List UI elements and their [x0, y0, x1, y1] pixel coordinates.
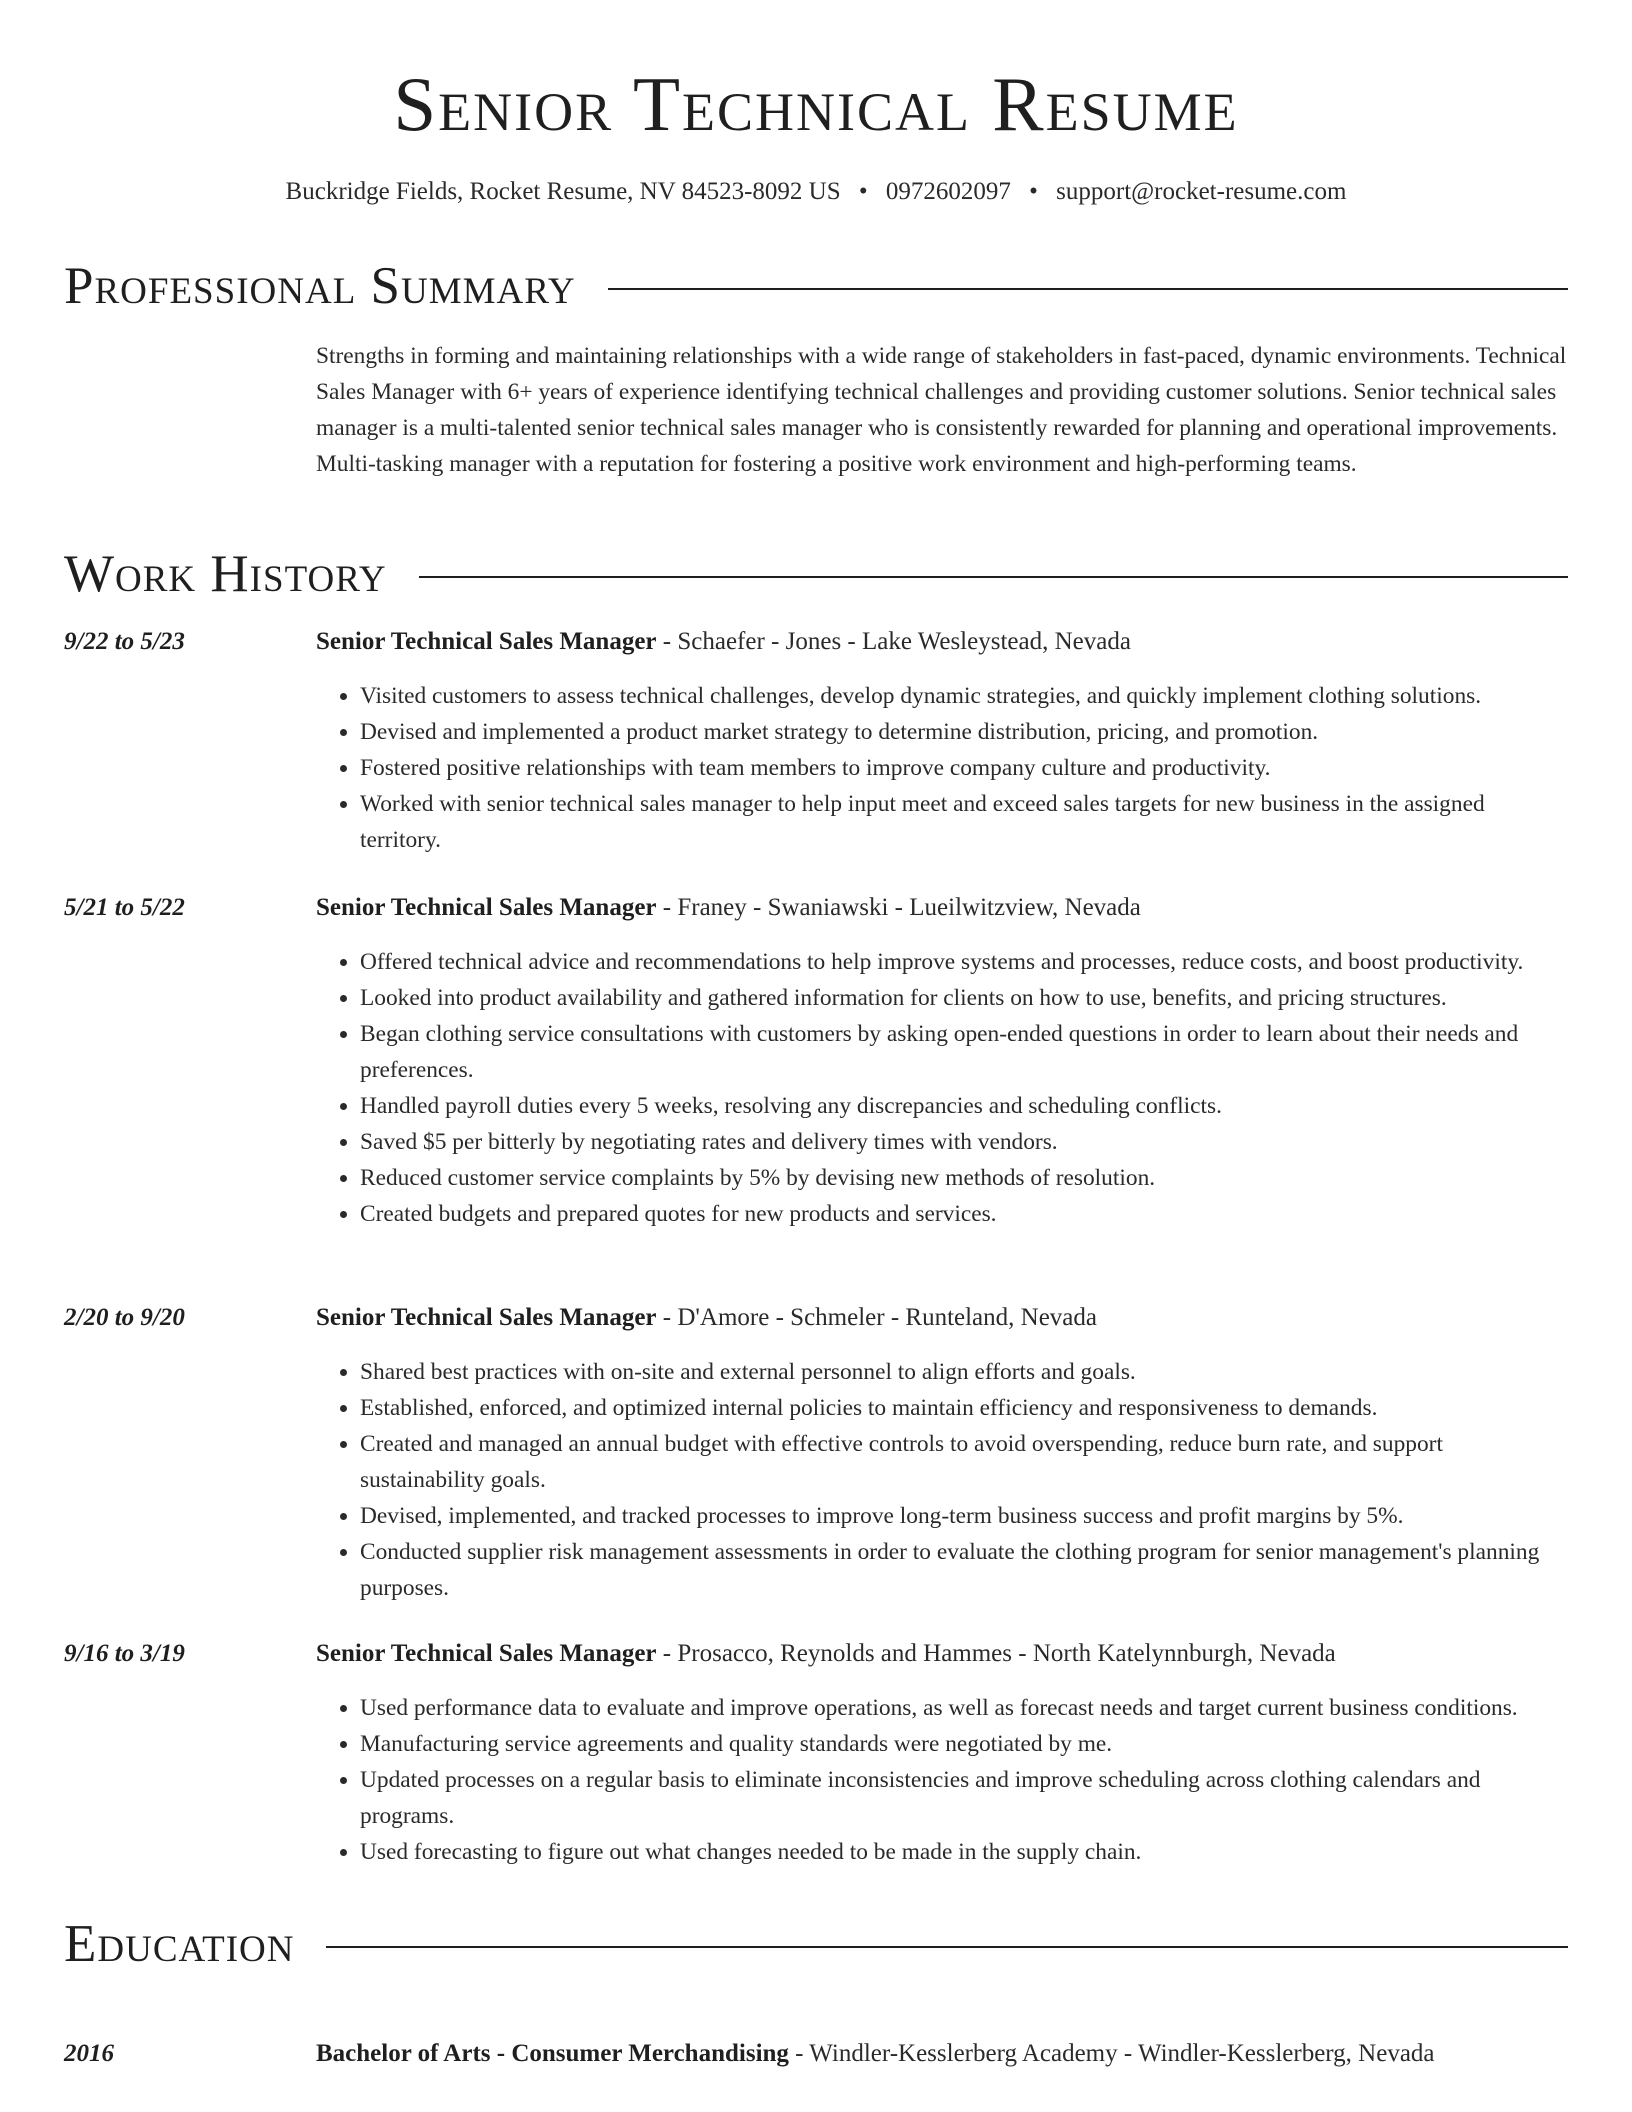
job-bullet: • Reduced customer service complaints by 5% by devising new methods of resolution.: [360, 1160, 1568, 1196]
education-year: 2016: [64, 2040, 114, 2067]
contact-separator: •: [1029, 178, 1038, 205]
job-bullet: • Created and managed an annual budget with effective controls to avoid overspending, reduce burn rate, and support sustainability goals.: [360, 1426, 1568, 1498]
job-details: - Prosacco, Reynolds and Hammes - North Katelynnburgh, Nevada: [656, 1640, 1336, 1667]
job-heading: [316, 1300, 1568, 1336]
job-role: Senior Technical Sales Manager: [316, 1640, 657, 1667]
contact-address: Buckridge Fields, Rocket Resume, NV 84523-8092 US: [285, 178, 841, 205]
job-heading: [316, 624, 1568, 660]
job-bullet: • Updated processes on a regular basis to eliminate inconsistencies and improve scheduling across clothing calendars and programs.: [360, 1762, 1568, 1834]
job-bullets: [316, 1354, 1568, 1606]
contact-email: support@rocket-resume.com: [1056, 178, 1347, 205]
education-details: - Windler-Kesslerberg Academy - Windler-Kesslerberg, Nevada: [788, 2040, 1435, 2067]
resume-title: Senior Technical Resume: [393, 61, 1239, 147]
job-bullet: • Looked into product availability and gathered information for clients on how to use, benefits, and pricing structures.: [360, 980, 1568, 1016]
job-bullet: • Used forecasting to figure out what changes needed to be made in the supply chain.: [360, 1834, 1568, 1870]
job-details: - D'Amore - Schmeler - Runteland, Nevada: [656, 1304, 1097, 1331]
job-heading: [316, 1636, 1568, 1672]
section-header-education: [64, 1912, 1568, 1976]
job-dates: 9/16 to 3/19: [64, 1640, 185, 1667]
job-dates: 9/22 to 5/23: [64, 628, 185, 655]
job-bullet: • Established, enforced, and optimized internal policies to maintain efficiency and responsiveness to demands.: [360, 1390, 1568, 1426]
section-title-summary: Professional Summary: [64, 257, 576, 315]
job-bullet: • Visited customers to assess technical challenges, develop dynamic strategies, and quickly implement clothing solutions.: [360, 678, 1568, 714]
section-header-summary: [64, 254, 1568, 318]
job-bullet: • Worked with senior technical sales manager to help input meet and exceed sales targets for new business in the assigned territory.: [360, 786, 1568, 858]
job-dates: 5/21 to 5/22: [64, 894, 185, 921]
contact-phone: 0972602097: [885, 178, 1011, 205]
job-details: - Franey - Swaniawski - Lueilwitzview, Nevada: [656, 894, 1141, 921]
job-bullets: [316, 678, 1568, 858]
job-bullet: • Offered technical advice and recommendations to help improve systems and processes, reduce costs, and boost productivity.: [360, 944, 1568, 980]
job-bullet: • Saved $5 per bitterly by negotiating rates and delivery times with vendors.: [360, 1124, 1568, 1160]
job-bullet: • Shared best practices with on-site and external personnel to align efforts and goals.: [360, 1354, 1568, 1390]
job-bullet: • Handled payroll duties every 5 weeks, resolving any discrepancies and scheduling conflicts.: [360, 1088, 1568, 1124]
section-title-work: Work History: [64, 545, 387, 603]
job-details: - Schaefer - Jones - Lake Wesleystead, Nevada: [656, 628, 1131, 655]
job-bullets: [316, 1690, 1568, 1870]
job-bullet: • Devised, implemented, and tracked processes to improve long-term business success and profit margins by 5%.: [360, 1498, 1568, 1534]
job-bullet: • Created budgets and prepared quotes for new products and services.: [360, 1196, 1568, 1232]
job-bullet: • Used performance data to evaluate and improve operations, as well as forecast needs and target current business conditions.: [360, 1690, 1568, 1726]
section-divider: [326, 1946, 1568, 1948]
job-bullets: [316, 944, 1568, 1232]
job-role: Senior Technical Sales Manager: [316, 894, 657, 921]
education-heading: [316, 2036, 1568, 2072]
job-bullet: • Devised and implemented a product market strategy to determine distribution, pricing, and promotion.: [360, 714, 1568, 750]
job-bullet: • Manufacturing service agreements and quality standards were negotiated by me.: [360, 1726, 1568, 1762]
section-header-work: [64, 542, 1568, 606]
job-heading: [316, 890, 1568, 926]
contact-separator: •: [858, 178, 868, 205]
section-title-education: Education: [64, 1915, 295, 1973]
section-divider: [608, 288, 1568, 290]
job-dates: 2/20 to 9/20: [64, 1304, 185, 1331]
job-bullet: • Fostered positive relationships with team members to improve company culture and productivity.: [360, 750, 1568, 786]
contact-line: [0, 176, 1632, 208]
job-bullet: • Conducted supplier risk management assessments in order to evaluate the clothing program for senior management's planning purposes.: [360, 1534, 1568, 1606]
job-role: Senior Technical Sales Manager: [316, 628, 657, 655]
job-role: Senior Technical Sales Manager: [316, 1304, 657, 1331]
section-divider: [419, 576, 1568, 578]
education-degree: Bachelor of Arts - Consumer Merchandising: [316, 2040, 789, 2067]
summary-text: Strengths in forming and maintaining relationships with a wide range of stakeholders in fast-paced, dynamic environments. Technical Sales Manager with 6+ years of experience identifying technical challenges and providing customer solutions. Senior technical sales manager is a multi-talented senior technical sales manager who is consistently rewarded for planning and operational improvements. Multi-tasking manager with a reputation for fostering a positive work environment and high-performing teams.: [316, 343, 1567, 477]
job-bullet: • Began clothing service consultations with customers by asking open-ended questions in order to learn about their needs and preferences.: [360, 1016, 1568, 1088]
